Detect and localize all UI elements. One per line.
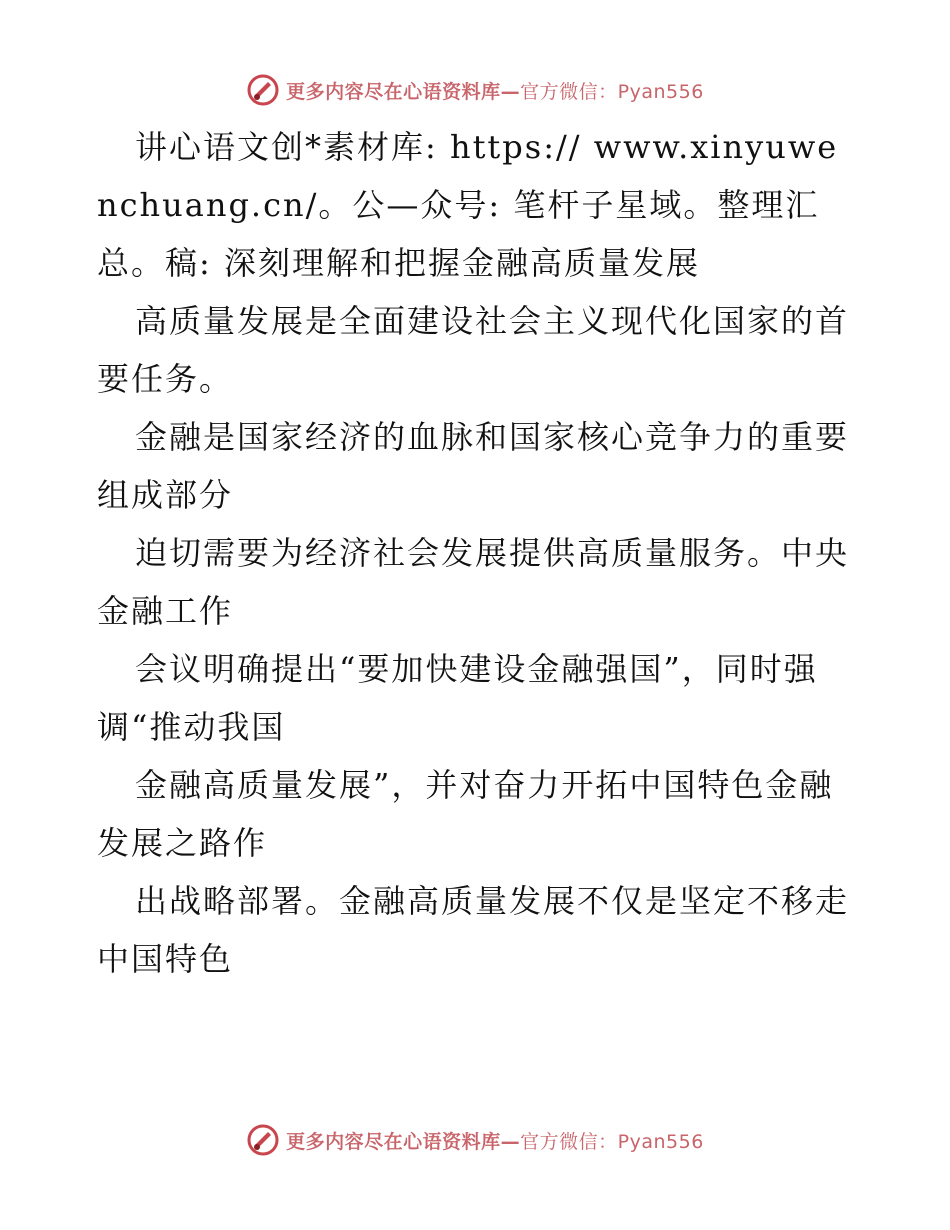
brush-logo-icon: [246, 73, 280, 107]
header-banner: [0, 70, 950, 110]
footer-wechat-text: 官方微信：Pyan556: [520, 1130, 704, 1153]
paragraph: 高质量发展是全面建设社会主义现代化国家的首要任务。: [97, 302, 850, 398]
paragraph: 金融高质量发展”，并对奋力开拓中国特色金融发展之路作: [97, 766, 834, 862]
document-body: [97, 118, 857, 988]
header-banner-text: [286, 77, 704, 104]
header-wechat-text: 官方微信：Pyan556: [520, 80, 704, 103]
footer-banner-text: [286, 1127, 704, 1154]
paragraph: 迫切需要为经济社会发展提供高质量服务。中央金融工作: [97, 534, 850, 630]
footer-main-text: 更多内容尽在心语资料库: [286, 1130, 501, 1153]
paragraph: 金融是国家经济的血脉和国家核心竞争力的重要组成部分: [97, 418, 850, 514]
brush-logo-icon: [246, 1123, 280, 1157]
footer-banner: [0, 1120, 950, 1160]
header-dash: —: [500, 80, 521, 103]
paragraph: 会议明确提出“要加快建设金融强国”，同时强调“推动我国: [97, 650, 818, 746]
footer-dash: —: [500, 1130, 521, 1153]
paragraph: 出战略部署。金融高质量发展不仅是坚定不移走中国特色: [97, 882, 850, 978]
paragraph: 讲心语文创*素材库: https:// www.xinyuwenchuang.cn/。公—众号: 笔杆子星域。整理汇总。稿: 深刻理解和把握金融高质量发展: [97, 128, 839, 282]
header-main-text: 更多内容尽在心语资料库: [286, 80, 501, 103]
